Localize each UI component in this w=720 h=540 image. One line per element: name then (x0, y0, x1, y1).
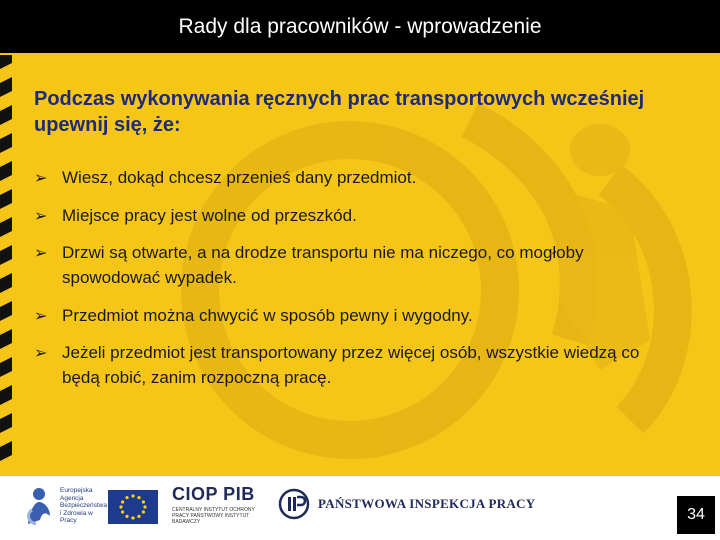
page-number: 34 (677, 496, 715, 534)
arrow-bullet-icon: ➢ (34, 207, 48, 225)
list-item (34, 166, 674, 191)
arrow-bullet-icon: ➢ (34, 307, 48, 325)
hazard-stripe-decoration (0, 55, 18, 475)
slide-title: Rady dla pracowników - wprowadzenie (178, 14, 542, 38)
bullet-list (34, 166, 674, 390)
eu-osha-logo (22, 486, 110, 526)
ciop-pib-logo (172, 484, 272, 525)
bullet-text: Przedmiot można chwycić w sposób pewny i wygodny. (62, 305, 473, 325)
list-item (34, 304, 674, 329)
logo-footer (0, 476, 720, 540)
pip-emblem-icon (278, 488, 310, 520)
ciop-pib-name: CIOP PIB (172, 484, 255, 504)
bullet-text: Drzwi są otwarte, a na drodze transportu nie ma niczego, co mogłoby spowodować wypadek. (62, 243, 584, 287)
content-heading: Podczas wykonywania ręcznych prac transportowych wcześniej upewnij się, że: (34, 88, 645, 136)
list-item (34, 241, 674, 290)
eu-osha-figure-icon (22, 486, 56, 526)
bullet-text: Wiesz, dokąd chcesz przenieś dany przedmiot. (62, 168, 417, 187)
pip-logo (278, 488, 535, 520)
slide-content (34, 86, 674, 403)
list-item (34, 341, 674, 390)
bullet-text: Jeżeli przedmiot jest transportowany przez więcej osób, wszystkie wiedzą co będą robić, zanim rozpoczną pracę. (62, 343, 640, 387)
eu-osha-text: Europejska Agencja Bezpieczeństwa i Zdrowia w Pracy (60, 487, 107, 525)
arrow-bullet-icon: ➢ (34, 345, 48, 363)
arrow-bullet-icon: ➢ (34, 245, 48, 263)
pip-name: PAŃSTWOWA INSPEKCJA PRACY (318, 496, 536, 511)
bullet-text: Miejsce pracy jest wolne od przeszkód. (62, 205, 357, 225)
list-item (34, 204, 674, 229)
eu-flag-icon (108, 490, 158, 524)
arrow-bullet-icon: ➢ (34, 170, 48, 187)
ciop-pib-subtitle: CENTRALNY INSTYTUT OCHRONY PRACY PAŃSTWOWY INSTYTUT BADAWCZY (172, 507, 255, 525)
